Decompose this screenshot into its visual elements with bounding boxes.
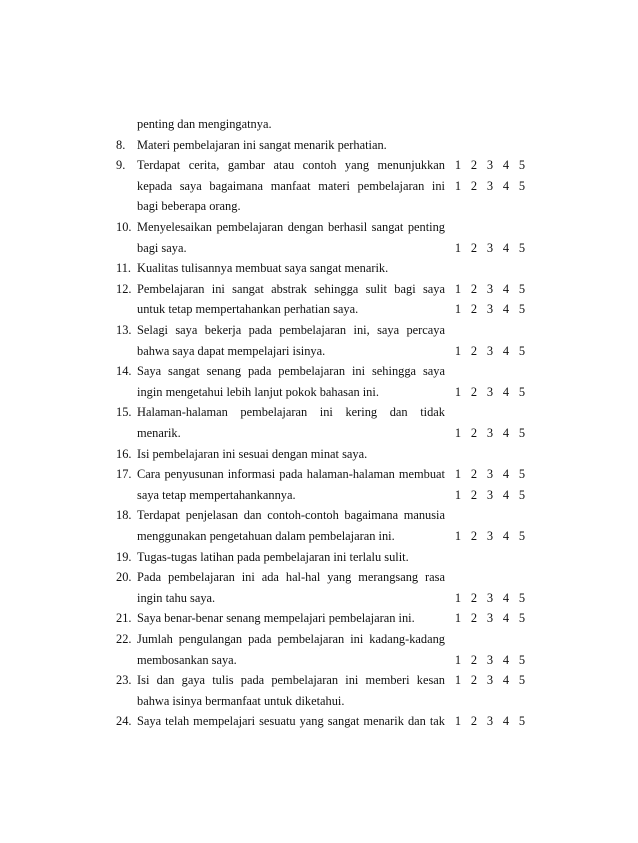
item-number: 19. [116, 549, 132, 564]
item-number: 10. [116, 220, 132, 234]
item-text: menggunakan pengetahuan dalam pembelajaran ini. [137, 529, 395, 543]
rating-option[interactable]: 1 [454, 426, 462, 440]
rating-option[interactable]: 1 [454, 487, 462, 502]
rating-scale [450, 176, 530, 197]
item-text: untuk tetap mempertahankan perhatian saya. [137, 302, 359, 317]
rating-scale [450, 423, 530, 444]
rating-option[interactable]: 1 [454, 281, 462, 296]
rating-option[interactable]: 5 [518, 343, 526, 358]
item-number: 12. [116, 281, 132, 296]
rating-option[interactable]: 1 [454, 611, 462, 626]
rating-option[interactable]: 1 [454, 590, 462, 605]
item-text: Terdapat penjelasan dan contoh-contoh bagaimana manusia [137, 508, 445, 523]
item-text: Selagi saya bekerja pada pembelajaran ini, saya percaya [137, 323, 445, 337]
rating-option[interactable]: 5 [518, 384, 526, 399]
rating-option[interactable]: 4 [502, 281, 510, 296]
rating-option[interactable]: 5 [518, 281, 526, 296]
questionnaire-line [0, 485, 638, 506]
rating-option[interactable]: 1 [454, 178, 462, 193]
rating-option[interactable]: 1 [454, 240, 462, 255]
questionnaire-line [0, 711, 638, 732]
item-number: 11. [116, 261, 132, 276]
rating-scale [450, 650, 530, 671]
rating-scale [450, 279, 530, 300]
rating-option[interactable]: 1 [454, 714, 462, 729]
questionnaire-line [0, 196, 638, 217]
rating-option[interactable]: 1 [454, 158, 462, 173]
rating-option[interactable]: 3 [486, 158, 494, 173]
questionnaire-line [0, 341, 638, 362]
rating-option[interactable]: 2 [470, 487, 478, 502]
item-number: 8. [116, 137, 126, 152]
item-number: 18. [116, 508, 132, 523]
rating-option[interactable]: 4 [502, 240, 510, 255]
rating-option[interactable]: 4 [502, 302, 510, 317]
questionnaire-line [0, 629, 638, 650]
rating-option[interactable]: 4 [502, 590, 510, 605]
item-number: 17. [116, 467, 132, 482]
rating-option[interactable]: 3 [486, 467, 494, 482]
item-number: 21. [116, 611, 132, 626]
questionnaire-line [0, 279, 638, 300]
rating-option[interactable]: 4 [502, 611, 510, 626]
questionnaire-line [0, 526, 638, 547]
rating-scale [450, 588, 530, 609]
questionnaire-line [0, 114, 638, 135]
rating-scale [450, 711, 530, 732]
rating-option[interactable]: 1 [454, 467, 462, 482]
item-text: Saya sangat senang pada pembelajaran ini sehingga saya [137, 364, 445, 379]
rating-scale [450, 670, 530, 691]
rating-option[interactable]: 2 [470, 281, 478, 296]
rating-option[interactable]: 4 [502, 487, 510, 502]
questionnaire-line [0, 691, 638, 712]
rating-option[interactable]: 2 [470, 240, 478, 255]
rating-scale [450, 299, 530, 320]
rating-option[interactable]: 1 [454, 529, 462, 543]
rating-option[interactable]: 3 [486, 673, 494, 688]
rating-option[interactable]: 3 [486, 652, 494, 667]
questionnaire-line [0, 299, 638, 320]
item-text: kepada saya bagaimana manfaat materi pembelajaran ini [137, 178, 445, 193]
rating-scale [450, 238, 530, 259]
rating-option[interactable]: 2 [470, 590, 478, 605]
rating-option[interactable]: 5 [518, 673, 526, 688]
rating-scale [450, 382, 530, 403]
rating-option[interactable]: 5 [518, 302, 526, 317]
rating-option[interactable]: 3 [486, 302, 494, 317]
questionnaire-line [0, 588, 638, 609]
rating-option[interactable]: 3 [486, 343, 494, 358]
questionnaire-line [0, 176, 638, 197]
rating-option[interactable]: 1 [454, 343, 462, 358]
rating-option[interactable]: 2 [470, 426, 478, 440]
item-text: saya tetap mempertahankannya. [137, 487, 296, 502]
rating-option[interactable]: 3 [486, 487, 494, 502]
item-text: bagi saya. [137, 240, 187, 255]
rating-option[interactable]: 4 [502, 384, 510, 399]
item-text: ingin tahu saya. [137, 590, 216, 605]
rating-option[interactable]: 5 [518, 178, 526, 193]
item-text: Isi dan gaya tulis pada pembelajaran ini memberi kesan [137, 673, 445, 688]
questionnaire-line [0, 258, 638, 279]
rating-option[interactable]: 5 [518, 529, 526, 543]
rating-scale [450, 608, 530, 629]
rating-option[interactable]: 4 [502, 178, 510, 193]
rating-option[interactable]: 2 [470, 158, 478, 173]
item-text: ingin mengetahui lebih lanjut pokok bahasan ini. [137, 384, 379, 399]
rating-option[interactable]: 2 [470, 343, 478, 358]
rating-option[interactable]: 1 [454, 652, 462, 667]
item-text: bahwa saya dapat mempelajari isinya. [137, 343, 326, 358]
rating-option[interactable]: 5 [518, 652, 526, 667]
rating-scale [450, 341, 530, 362]
rating-scale [450, 155, 530, 176]
item-number: 22. [116, 632, 132, 646]
item-number: 13. [116, 323, 132, 337]
item-text: Jumlah pengulangan pada pembelajaran ini kadang-kadang [137, 632, 445, 646]
item-text: membosankan saya. [137, 652, 237, 667]
questionnaire-line [0, 402, 638, 423]
rating-option[interactable]: 2 [470, 529, 478, 543]
rating-option[interactable]: 2 [470, 611, 478, 626]
rating-option[interactable]: 3 [486, 281, 494, 296]
rating-option[interactable]: 1 [454, 384, 462, 399]
rating-option[interactable]: 5 [518, 611, 526, 626]
item-number: 9. [116, 158, 126, 173]
rating-option[interactable]: 2 [470, 178, 478, 193]
item-text: Cara penyusunan informasi pada halaman-halaman membuat [137, 467, 445, 482]
item-text: bagi beberapa orang. [137, 199, 241, 214]
rating-option[interactable]: 2 [470, 384, 478, 399]
questionnaire-line [0, 505, 638, 526]
rating-option[interactable]: 4 [502, 426, 510, 440]
item-text: Pembelajaran ini sangat abstrak sehingga sulit bagi saya [137, 281, 445, 296]
rating-option[interactable]: 2 [470, 467, 478, 482]
questionnaire-line [0, 361, 638, 382]
item-text: Saya telah mempelajari sesuatu yang sangat menarik dan tak [137, 714, 445, 729]
rating-option[interactable]: 5 [518, 426, 526, 440]
rating-option[interactable]: 3 [486, 590, 494, 605]
item-number: 14. [116, 364, 132, 379]
item-number: 20. [116, 570, 132, 585]
rating-option[interactable]: 3 [486, 426, 494, 440]
rating-scale [450, 485, 530, 506]
rating-option[interactable]: 4 [502, 158, 510, 173]
rating-option[interactable]: 4 [502, 652, 510, 667]
questionnaire-line [0, 217, 638, 238]
item-text: menarik. [137, 426, 181, 440]
questionnaire-line [0, 320, 638, 341]
rating-option[interactable]: 5 [518, 590, 526, 605]
rating-option[interactable]: 4 [502, 673, 510, 688]
rating-option[interactable]: 5 [518, 714, 526, 729]
questionnaire-line [0, 423, 638, 444]
item-text: Materi pembelajaran ini sangat menarik perhatian. [137, 137, 387, 152]
rating-option[interactable]: 3 [486, 384, 494, 399]
item-text: Halaman-halaman pembelajaran ini kering dan tidak [137, 405, 445, 420]
questionnaire-line [0, 567, 638, 588]
item-number: 23. [116, 673, 132, 688]
item-text: penting dan mengingatnya. [137, 117, 272, 131]
questionnaire-line [0, 547, 638, 568]
questionnaire-line [0, 608, 638, 629]
rating-option[interactable]: 4 [502, 529, 510, 543]
item-number: 15. [116, 405, 132, 420]
rating-option[interactable]: 1 [454, 673, 462, 688]
rating-option[interactable]: 3 [486, 240, 494, 255]
item-text: Isi pembelajaran ini sesuai dengan minat saya. [137, 446, 368, 461]
rating-option[interactable]: 4 [502, 714, 510, 729]
questionnaire-line [0, 135, 638, 156]
rating-option[interactable]: 3 [486, 529, 494, 543]
item-number: 24. [116, 714, 132, 729]
item-text: bahwa isinya bermanfaat untuk diketahui. [137, 693, 345, 708]
questionnaire-line [0, 382, 638, 403]
rating-option[interactable]: 2 [470, 652, 478, 667]
questionnaire-line [0, 238, 638, 259]
item-text: Kualitas tulisannya membuat saya sangat menarik. [137, 261, 389, 276]
rating-scale [450, 526, 530, 547]
rating-option[interactable]: 3 [486, 178, 494, 193]
rating-option[interactable]: 5 [518, 487, 526, 502]
item-text: Menyelesaikan pembelajaran dengan berhasil sangat penting [137, 220, 445, 234]
item-number: 16. [116, 446, 132, 461]
rating-option[interactable]: 3 [486, 714, 494, 729]
questionnaire-line [0, 670, 638, 691]
item-text: Terdapat cerita, gambar atau contoh yang menunjukkan [137, 158, 445, 173]
rating-option[interactable]: 5 [518, 467, 526, 482]
rating-option[interactable]: 4 [502, 343, 510, 358]
rating-option[interactable]: 5 [518, 240, 526, 255]
questionnaire-line [0, 464, 638, 485]
rating-option[interactable]: 3 [486, 611, 494, 626]
questionnaire-line [0, 155, 638, 176]
rating-option[interactable]: 2 [470, 673, 478, 688]
questionnaire-line [0, 444, 638, 465]
item-text: Saya benar-benar senang mempelajari pembelajaran ini. [137, 611, 415, 626]
rating-option[interactable]: 4 [502, 467, 510, 482]
rating-option[interactable]: 2 [470, 714, 478, 729]
rating-scale [450, 464, 530, 485]
item-text: Pada pembelajaran ini ada hal-hal yang merangsang rasa [137, 570, 445, 585]
rating-option[interactable]: 1 [454, 302, 462, 317]
rating-option[interactable]: 2 [470, 302, 478, 317]
item-text: Tugas-tugas latihan pada pembelajaran ini terlalu sulit. [137, 549, 409, 564]
questionnaire-line [0, 650, 638, 671]
rating-option[interactable]: 5 [518, 158, 526, 173]
